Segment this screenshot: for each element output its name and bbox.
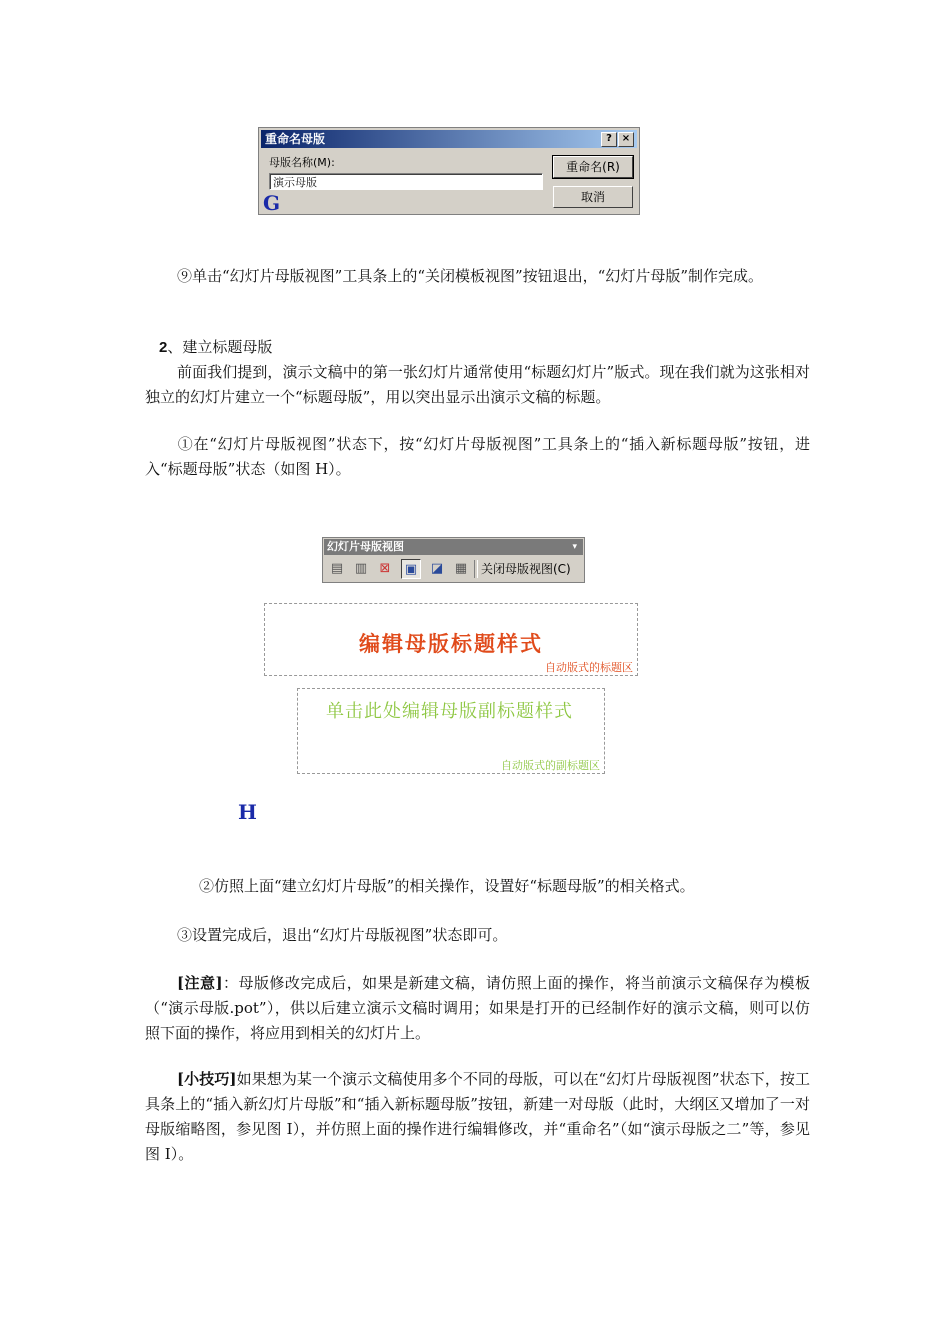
tip-paragraph — [145, 1067, 810, 1167]
title-placeholder-text: 编辑母版标题样式 — [359, 632, 543, 656]
dialog-title-bar — [261, 130, 637, 148]
subtitle-area-note: 自动版式的副标题区 — [501, 759, 600, 772]
tip-text: 如果想为某一个演示文稿使用多个不同的母版，可以在“幻灯片母版视图”状态下，按工具条上的“插入新幻灯片母版”和“插入新标题母版”按钮，新建一对母版（此时，大纲区又增加了一对母版缩略图，参见图 I），并仿照上面的操作进行编辑修改，并“重命名”（如“演示母版之二”等，参见图 I）。 — [145, 1070, 811, 1163]
section-2-intro — [145, 360, 810, 410]
preserve-master-icon[interactable]: ▣ — [401, 559, 421, 579]
master-name-label: 母版名称(M): — [269, 156, 335, 169]
figure-label-g: G — [263, 191, 281, 215]
close-icon[interactable]: × — [618, 132, 634, 147]
title-area-note: 自动版式的标题区 — [545, 661, 633, 674]
step-9-text: ⑨单击“幻灯片母版视图”工具条上的“关闭模板视图”按钮退出，“幻灯片母版”制作完成。 — [177, 267, 764, 285]
section-title: 、建立标题母版 — [167, 338, 273, 356]
rename-master-icon[interactable]: ◪ — [430, 561, 444, 576]
master-layout-icon[interactable]: ▦ — [454, 561, 468, 576]
dialog-title: 重命名母版 — [265, 132, 326, 146]
toolbar-separator — [474, 560, 478, 578]
toolbar-title: 幻灯片母版视图 — [327, 540, 404, 553]
step-3-text: ③设置完成后，退出“幻灯片母版视图”状态即可。 — [177, 926, 508, 944]
rename-master-dialog — [258, 127, 640, 215]
section-2-heading — [145, 335, 810, 360]
intro-text: 前面我们提到，演示文稿中的第一张幻灯片通常使用“标题幻灯片”版式。现在我们就为这张相对独立的幻灯片建立一个“标题母版”，用以突出显示出演示文稿的标题。 — [145, 363, 810, 406]
step-2-text: ②仿照上面“建立幻灯片母版”的相关操作，设置好“标题母版”的相关格式。 — [199, 877, 695, 895]
tip-label: [小技巧] — [177, 1070, 237, 1088]
insert-slide-master-icon[interactable]: ▤ — [330, 561, 344, 576]
title-placeholder[interactable] — [264, 603, 638, 676]
slide-master-view-toolbar — [322, 537, 585, 583]
note-label: [注意] — [177, 974, 223, 992]
step-2-paragraph — [145, 874, 810, 899]
insert-title-master-icon[interactable]: ▥ — [354, 561, 368, 576]
note-text: ：母版修改完成后，如果是新建文稿，请仿照上面的操作，将当前演示文稿保存为模板（“演示母版.pot”），供以后建立演示文稿时调用；如果是打开的已经制作好的演示文稿，则可以仿照下面的操作，将应用到相关的幻灯片上。 — [145, 974, 810, 1042]
section-number: 2 — [159, 339, 168, 356]
subtitle-placeholder[interactable] — [297, 688, 605, 774]
delete-master-icon[interactable]: ⊠ — [379, 561, 391, 576]
step-1-text: ①在“幻灯片母版视图”状态下，按“幻灯片母版视图”工具条上的“插入新标题母版”按钮，进入“标题母版”状态（如图 H）。 — [145, 435, 810, 478]
step-3-paragraph — [145, 923, 810, 948]
close-master-view-button[interactable]: 关闭母版视图(C) — [481, 562, 571, 576]
toolbar-title-bar — [324, 539, 583, 555]
cancel-button[interactable]: 取消 — [553, 186, 633, 208]
note-paragraph — [145, 971, 810, 1046]
step-9-paragraph — [145, 264, 810, 289]
rename-button[interactable]: 重命名(R) — [553, 156, 633, 178]
subtitle-placeholder-text: 单击此处编辑母版副标题样式 — [326, 701, 573, 722]
toolbar-options-arrow-icon[interactable]: ▾ — [572, 542, 577, 552]
help-button[interactable]: ? — [601, 132, 617, 147]
master-name-input[interactable]: 演示母版 — [269, 173, 543, 190]
figure-label-h: H — [238, 800, 257, 824]
step-1-paragraph — [145, 432, 810, 482]
